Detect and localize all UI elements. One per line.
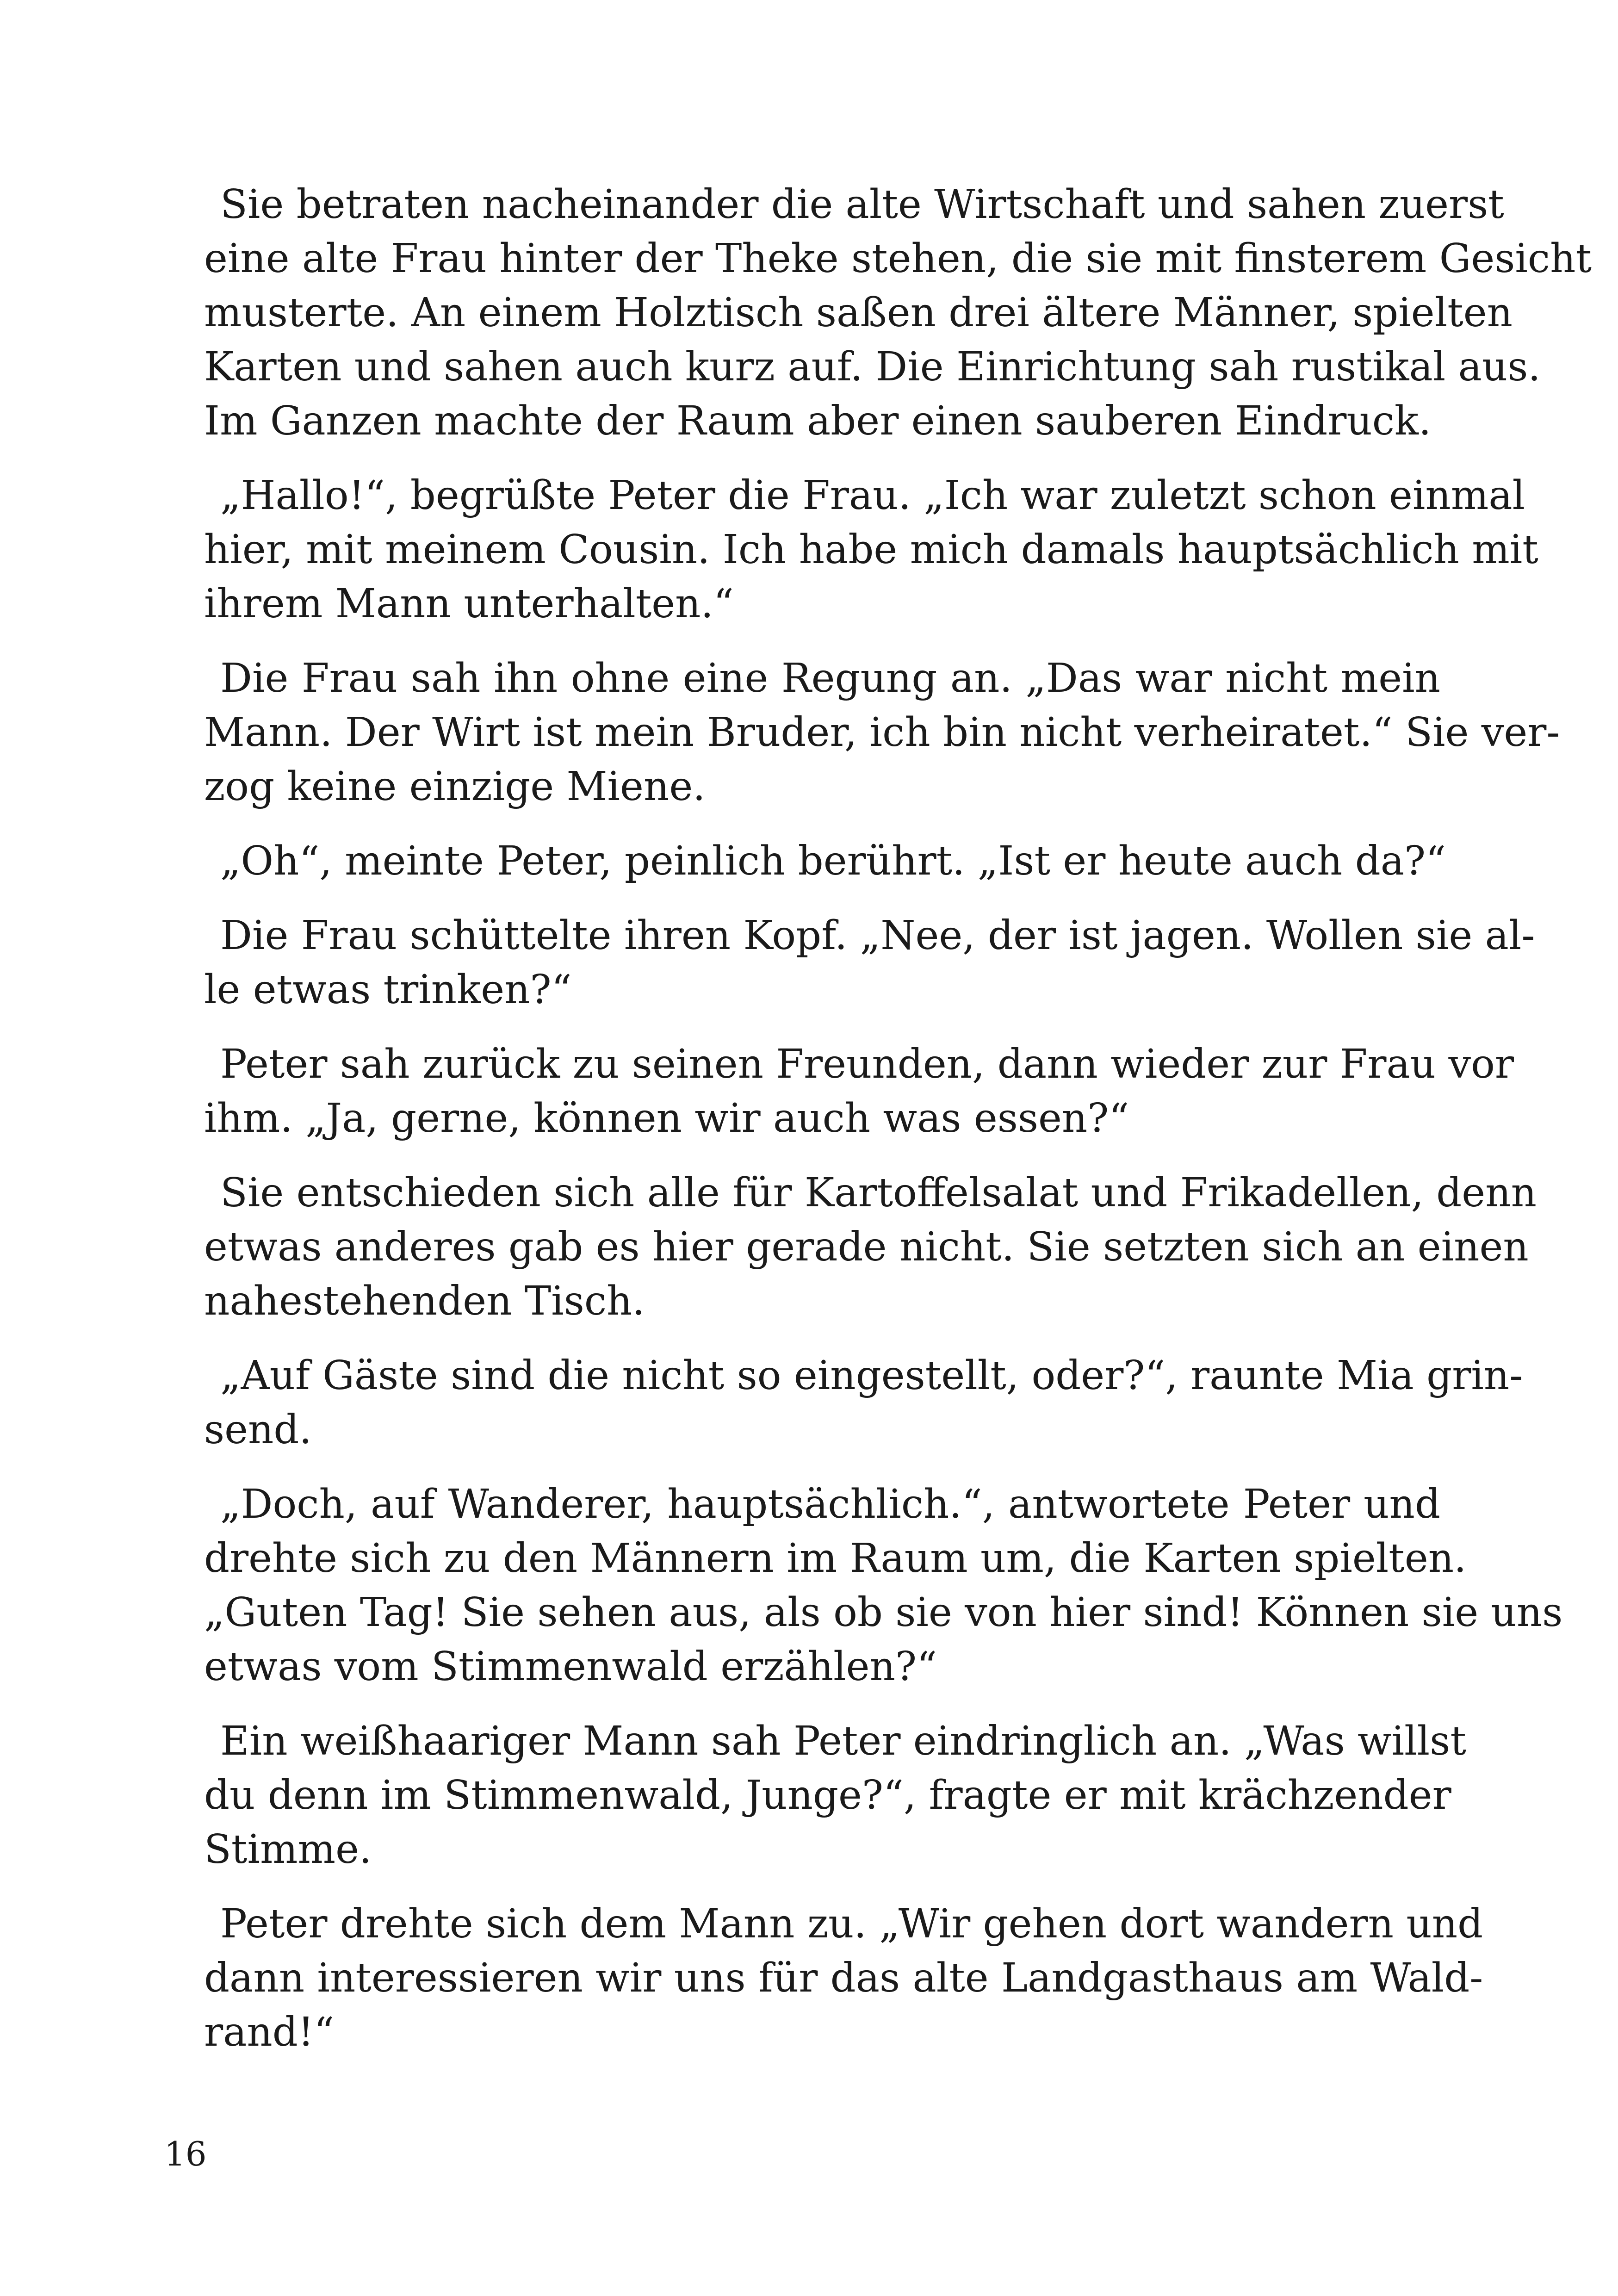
paragraph	[204, 1897, 1483, 2060]
text-line: Im Ganzen machte der Raum aber einen sauberen Eindruck.	[204, 398, 1432, 444]
text-line: rand!“	[204, 2009, 335, 2055]
text-line: etwas anderes gab es hier gerade nicht. Sie setzten sich an einen	[204, 1224, 1529, 1270]
text-line: ihm. „Ja, gerne, können wir auch was essen?“	[204, 1095, 1129, 1142]
text-line: musterte. An einem Holztisch saßen drei ältere Männer, spielten	[204, 290, 1513, 336]
paragraph	[204, 1037, 1514, 1146]
text-line: du denn im Stimmenwald, Junge?“, fragte er mit krächzender	[204, 1772, 1451, 1818]
text-line: „Hallo!“, begrüßte Peter die Frau. „Ich war zuletzt schon einmal	[220, 472, 1525, 519]
text-line: etwas vom Stimmenwald erzählen?“	[204, 1644, 937, 1690]
page-number: 16	[164, 2135, 207, 2173]
paragraph	[204, 1477, 1563, 1694]
paragraph	[204, 834, 1446, 888]
paragraph	[204, 1349, 1523, 1457]
text-line: Sie entschieden sich alle für Kartoffelsalat und Frikadellen, denn	[220, 1170, 1537, 1216]
text-line: „Auf Gäste sind die nicht so eingestellt, oder?“, raunte Mia grin-	[220, 1353, 1523, 1399]
text-line: Ein weißhaariger Mann sah Peter eindringlich an. „Was willst	[220, 1718, 1466, 1764]
text-line: Peter sah zurück zu seinen Freunden, dann wieder zur Frau vor	[220, 1041, 1514, 1087]
text-line: le etwas trinken?“	[204, 967, 572, 1013]
paragraph	[204, 469, 1538, 631]
text-line: Mann. Der Wirt ist mein Bruder, ich bin nicht verheiratet.“ Sie ver-	[204, 709, 1560, 756]
text-line: Die Frau sah ihn ohne eine Regung an. „Das war nicht mein	[220, 655, 1440, 701]
text-line: hier, mit meinem Cousin. Ich habe mich damals hauptsächlich mit	[204, 527, 1538, 573]
text-line: drehte sich zu den Männern im Raum um, die Karten spielten.	[204, 1535, 1467, 1582]
paragraph	[204, 178, 1592, 448]
text-line: Stimme.	[204, 1826, 372, 1873]
text-line: eine alte Frau hinter der Theke stehen, die sie mit finsterem Gesicht	[204, 236, 1592, 282]
text-line: „Guten Tag! Sie sehen aus, als ob sie von hier sind! Können sie uns	[204, 1589, 1563, 1636]
text-line: send.	[204, 1407, 312, 1453]
text-line: „Doch, auf Wanderer, hauptsächlich.“, antwortete Peter und	[220, 1481, 1440, 1527]
text-line: dann interessieren wir uns für das alte Landgasthaus am Wald-	[204, 1955, 1483, 2001]
text-line: ihrem Mann unterhalten.“	[204, 581, 734, 627]
text-line: nahestehenden Tisch.	[204, 1278, 645, 1324]
paragraph	[204, 909, 1535, 1017]
text-line: Karten und sahen auch kurz auf. Die Einrichtung sah rustikal aus.	[204, 344, 1541, 390]
paragraph	[204, 1166, 1537, 1328]
paragraph	[204, 652, 1560, 814]
text-line: Peter drehte sich dem Mann zu. „Wir gehen dort wandern und	[220, 1901, 1483, 1947]
text-line: „Oh“, meinte Peter, peinlich berührt. „Ist er heute auch da?“	[220, 838, 1446, 884]
text-line: Sie betraten nacheinander die alte Wirtschaft und sahen zuerst	[220, 181, 1504, 228]
paragraph	[204, 1714, 1466, 1877]
text-line: Die Frau schüttelte ihren Kopf. „Nee, der ist jagen. Wollen sie al-	[220, 912, 1535, 959]
body-text	[204, 178, 1592, 2080]
text-line: zog keine einzige Miene.	[204, 763, 706, 810]
